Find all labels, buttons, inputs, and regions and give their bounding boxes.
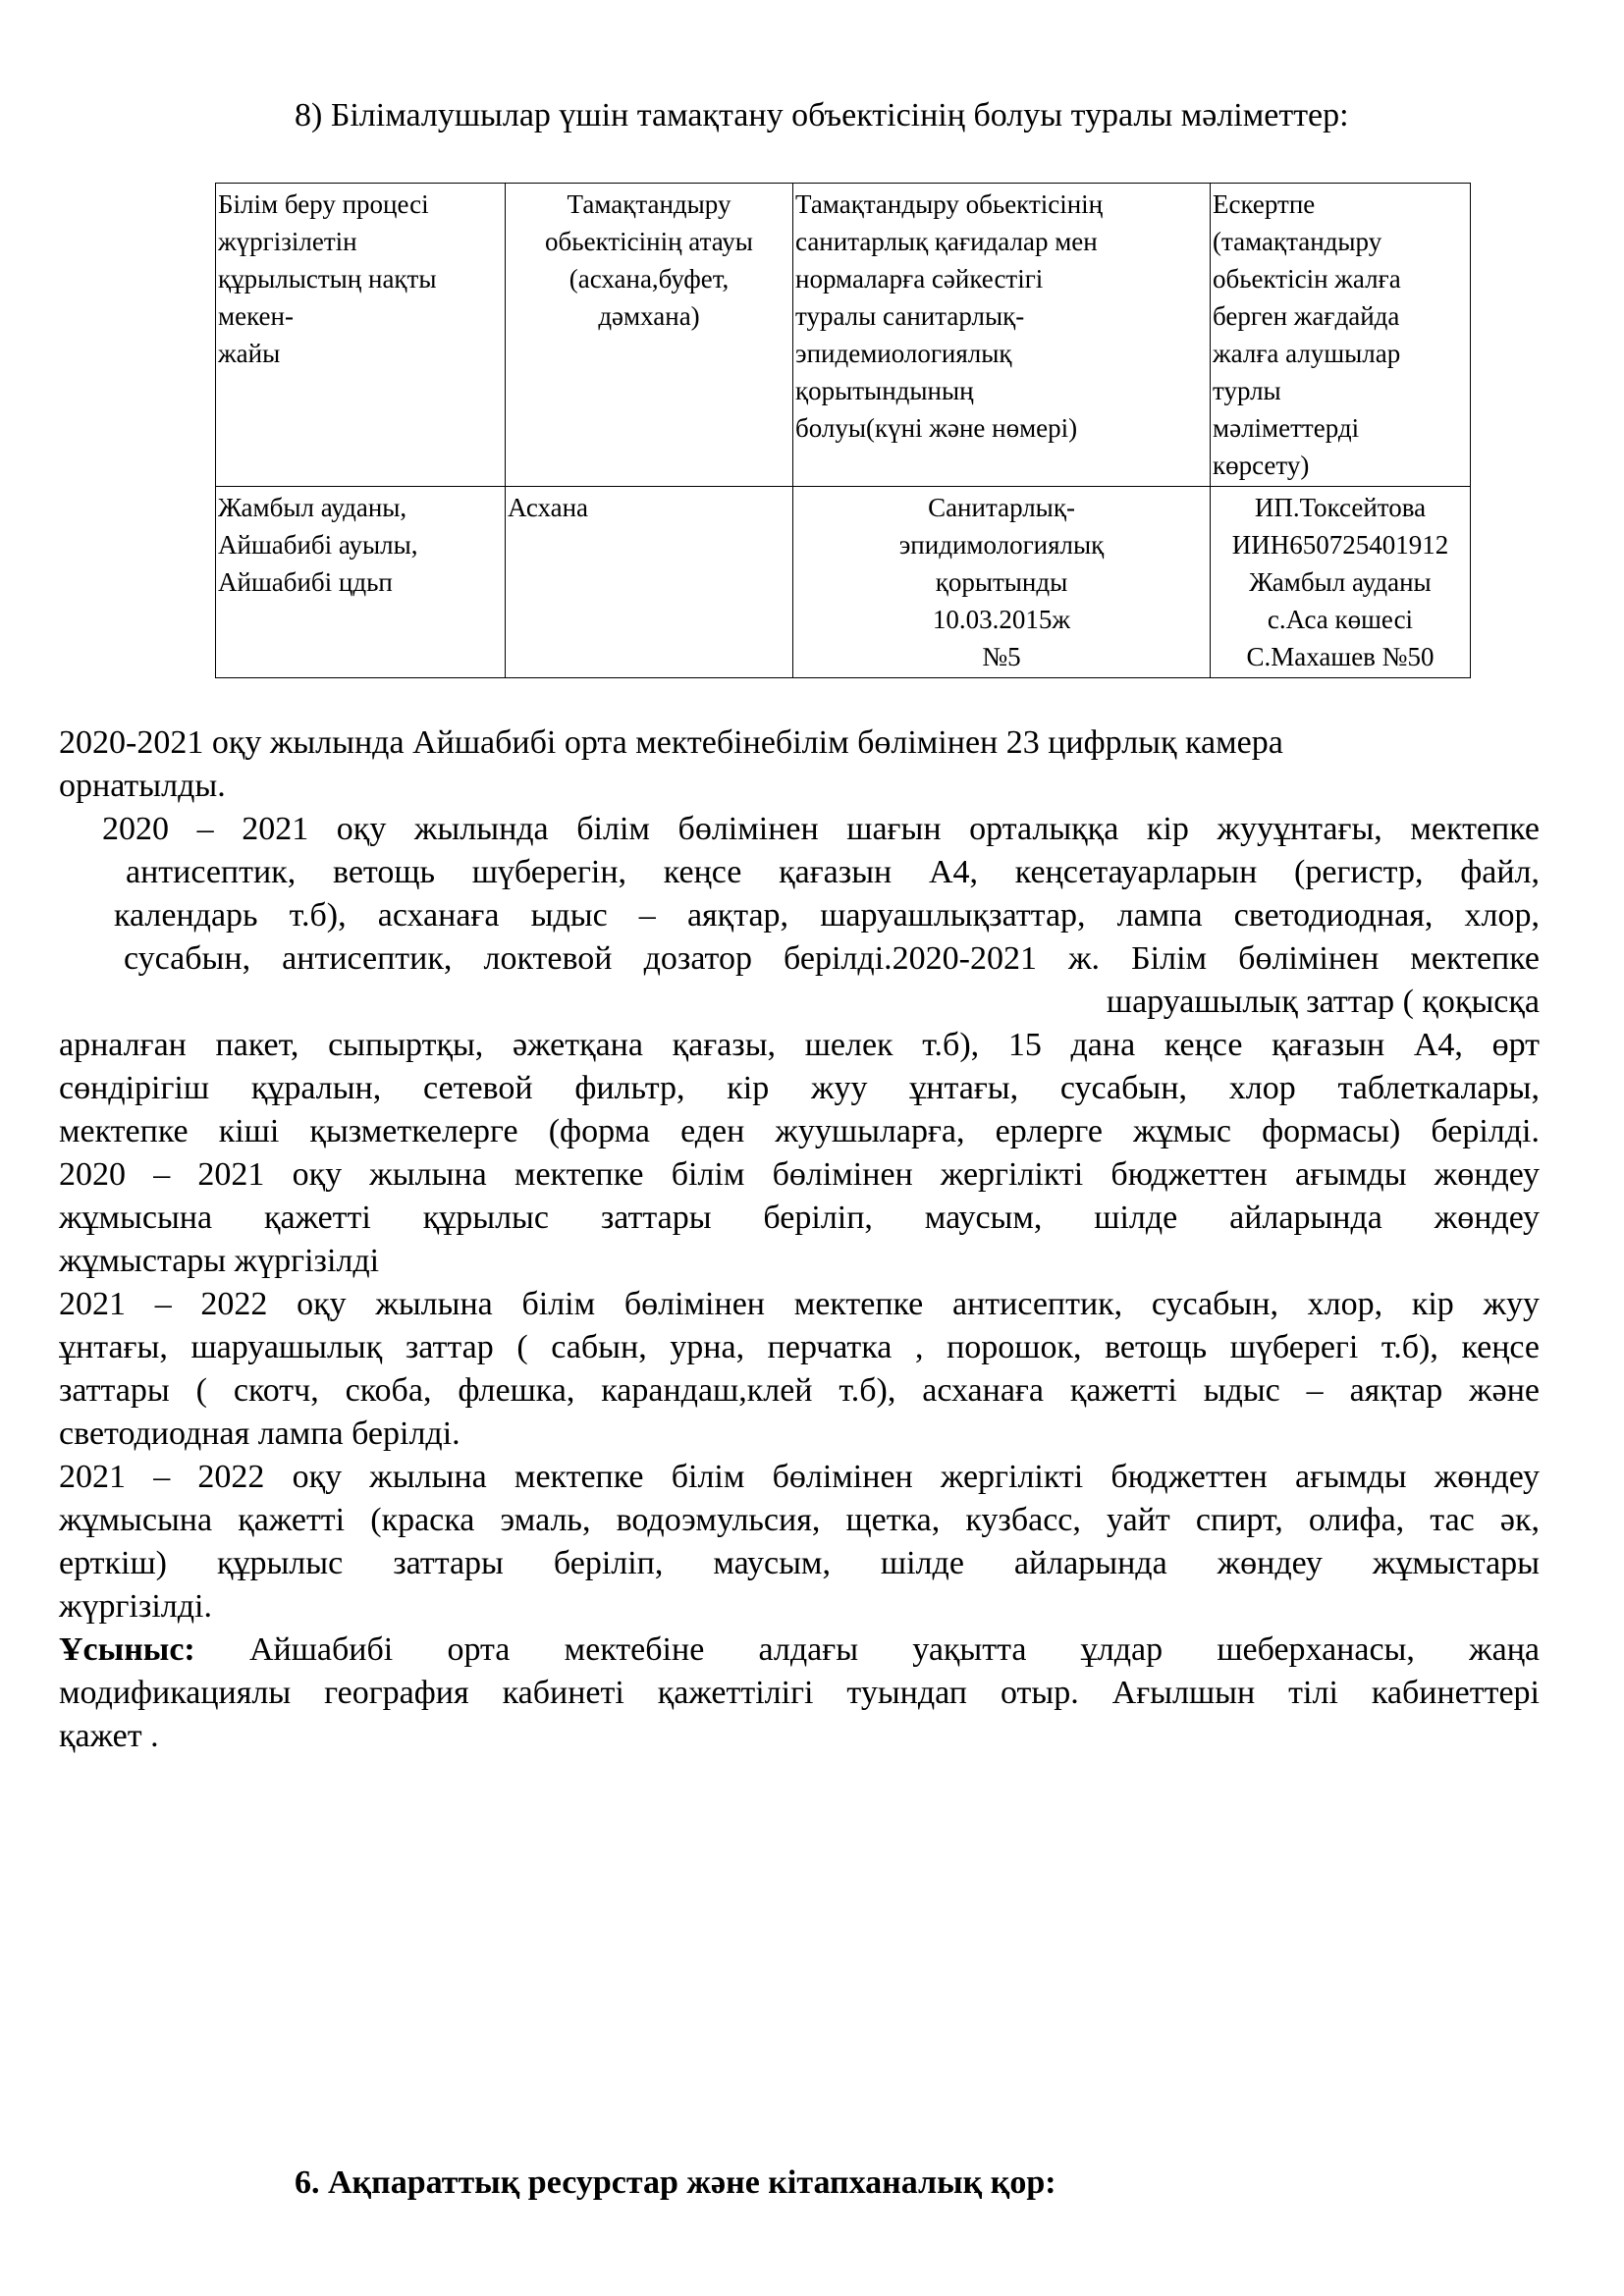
- proposal-label: Ұсыныс:: [59, 1631, 195, 1668]
- cell-text: ИИН650725401912: [1231, 530, 1449, 560]
- header-cell-note: [1211, 184, 1471, 487]
- header-text: Білім беру процесі: [218, 189, 429, 219]
- food-facility-table: [215, 183, 1471, 678]
- header-text: дәмхана): [598, 301, 700, 331]
- section-heading-food: 8) Білімалушылар үшін тамақтану объектісінің болуы туралы мәліметтер:: [295, 97, 1349, 133]
- paragraph-line: қажет .: [59, 1718, 159, 1754]
- paragraph-line: жүргізілді.: [59, 1588, 212, 1625]
- header-text: көрсету): [1213, 451, 1310, 480]
- header-text: берген жағдайда: [1213, 301, 1400, 331]
- header-cell-sanitary-conclusion: [793, 184, 1211, 487]
- header-text: туралы санитарлық-: [795, 301, 1025, 331]
- header-text: Тамақтандыру: [567, 189, 731, 219]
- paragraph-line: сөндірігіш құралын, сетевой фильтр, кір жуу ұнтағы, сусабын, хлор таблеткалары,: [59, 1070, 1540, 1106]
- table-header-row: [216, 184, 1471, 487]
- cell-text: Асхана: [508, 493, 589, 522]
- paragraph-line: модификациялы география кабинеті қажеттілігі туындап отыр. Ағылшын тілі кабинеттері: [59, 1675, 1540, 1711]
- paragraph-line: календарь т.б), асханаға ыдыс – аяқтар, шаруашлықзаттар, лампа светодиодная, хлор,: [114, 897, 1540, 934]
- cell-text: эпидимологиялық: [898, 530, 1105, 560]
- header-text: мәліметтерді: [1213, 413, 1360, 443]
- paragraph-cameras: [59, 721, 1540, 808]
- cell-facility-name: [506, 487, 793, 678]
- paragraph-line: мектепке кіші қызметкелерге (форма еден жуушыларға, ерлерге жұмыс формасы) берілді.: [59, 1113, 1540, 1149]
- cell-sanitary-conclusion: [793, 487, 1211, 678]
- paragraph-line: 2020 – 2021 оқу жылына мектепке білім бөлімінен жергілікті бюджеттен ағымды жөндеу: [59, 1156, 1540, 1193]
- proposal-line: [59, 1629, 1540, 1672]
- cell-text: 10.03.2015ж: [932, 605, 1071, 634]
- cell-text: ИП.Токсейтова: [1254, 493, 1427, 522]
- paragraph-line: жұмысына қажетті құрылыс заттары беріліп, маусым, шілде айларында жөндеу: [59, 1200, 1540, 1236]
- cell-text: қорытынды: [935, 567, 1068, 597]
- paragraph-line: антисептик, ветощь шүберегін, кеңсе қағазын А4, кеңсетауарларын (регистр, файл,: [126, 854, 1540, 890]
- paragraph-line: 2020-2021 оқу жылында Айшабибі орта мектебінебілім бөлімінен 23 цифрлық камера: [59, 724, 1283, 761]
- header-text: обьектісін жалға: [1213, 264, 1401, 294]
- header-cell-facility-name: [506, 184, 793, 487]
- header-text: жалға алушылар: [1213, 339, 1401, 368]
- header-text: эпидемиологиялық: [795, 339, 1012, 368]
- paragraph-line: заттары ( скотч, скоба, флешка, карандаш,клей т.б), асханаға қажетті ыдыс – аяқтар және: [59, 1372, 1540, 1409]
- paragraph-line: ерткіш) құрылыс заттары беріліп, маусым, шілде айларында жөндеу жұмыстары: [59, 1545, 1540, 1581]
- paragraph-line: шаруашылық заттар ( қоқысқа: [1106, 984, 1540, 1020]
- header-text: жүргізілетін: [218, 227, 357, 256]
- header-text: құрылыстың нақты: [218, 264, 437, 294]
- cell-text: Айшабибі цдьп: [218, 567, 393, 597]
- paragraph-line: сусабын, антисептик, локтевой дозатор берілді.2020-2021 ж. Білім бөлімінен мектепке: [124, 940, 1540, 977]
- header-text: қорытындының: [795, 376, 974, 405]
- section-heading-library: 6. Ақпараттық ресурстар және кітапханалық қор:: [295, 2164, 1056, 2201]
- cell-text: Жамбыл ауданы,: [218, 493, 407, 522]
- cell-text: с.Аса көшесі: [1267, 605, 1414, 634]
- header-text: турлы: [1213, 376, 1281, 405]
- cell-text: С.Махашев №50: [1246, 642, 1435, 671]
- paragraph-line: 2021 – 2022 оқу жылына білім бөлімінен мектепке антисептик, сусабын, хлор, кір жуу: [59, 1286, 1540, 1322]
- header-text: обьектісінің атауы: [545, 227, 753, 256]
- table-row: [216, 487, 1471, 678]
- cell-note: [1211, 487, 1471, 678]
- paragraph-line: жұмыстары жүргізілді: [59, 1243, 380, 1279]
- header-text: болуы(күні және нөмері): [795, 413, 1078, 443]
- header-text: нормаларға сәйкестігі: [795, 264, 1044, 294]
- paragraph-line: светодиодная лампа берілді.: [59, 1415, 460, 1452]
- cell-text: Санитарлық-: [928, 493, 1075, 522]
- paragraph-line: орнатылды.: [59, 768, 226, 804]
- paragraph-line: арналған пакет, сыпыртқы, әжетқана қағазы, шелек т.б), 15 дана кеңсе қағазын А4, өрт: [59, 1027, 1540, 1063]
- cell-text: №5: [982, 642, 1021, 671]
- header-cell-address: [216, 184, 506, 487]
- cell-text: Жамбыл ауданы: [1249, 567, 1432, 597]
- header-text: жайы: [218, 339, 281, 368]
- paragraph-supplies-2020: [102, 808, 1540, 1024]
- header-text: мекен-: [218, 301, 294, 331]
- cell-text: Айшабибі ауылы,: [218, 530, 418, 560]
- header-text: санитарлық қағидалар мен: [795, 227, 1098, 256]
- paragraph-line: ұнтағы, шаруашылық заттар ( сабын, урна, перчатка , порошок, ветощь шүберегі т.б), кеңсе: [59, 1329, 1540, 1365]
- paragraph-repairs: [59, 1024, 1540, 1758]
- header-text: (асхана,буфет,: [568, 264, 730, 294]
- header-text: Ескертпе: [1213, 189, 1316, 219]
- proposal-text: Айшабибі орта мектебіне алдағы уақытта ұлдар шеберханасы, жаңа: [248, 1631, 1540, 1668]
- paragraph-line: жұмысына қажетті (краска эмаль, водоэмульсия, щетка, кузбасс, уайт спирт, олифа, тас әк,: [59, 1502, 1540, 1538]
- paragraph-line: 2020 – 2021 оқу жылында білім бөлімінен шағын орталыққа кір жууұнтағы, мектепке: [102, 811, 1540, 847]
- cell-address: [216, 487, 506, 678]
- header-text: Тамақтандыру обьектісінің: [795, 189, 1104, 219]
- paragraph-line: 2021 – 2022 оқу жылына мектепке білім бөлімінен жергілікті бюджеттен ағымды жөндеу: [59, 1459, 1540, 1495]
- header-text: (тамақтандыру: [1213, 227, 1382, 256]
